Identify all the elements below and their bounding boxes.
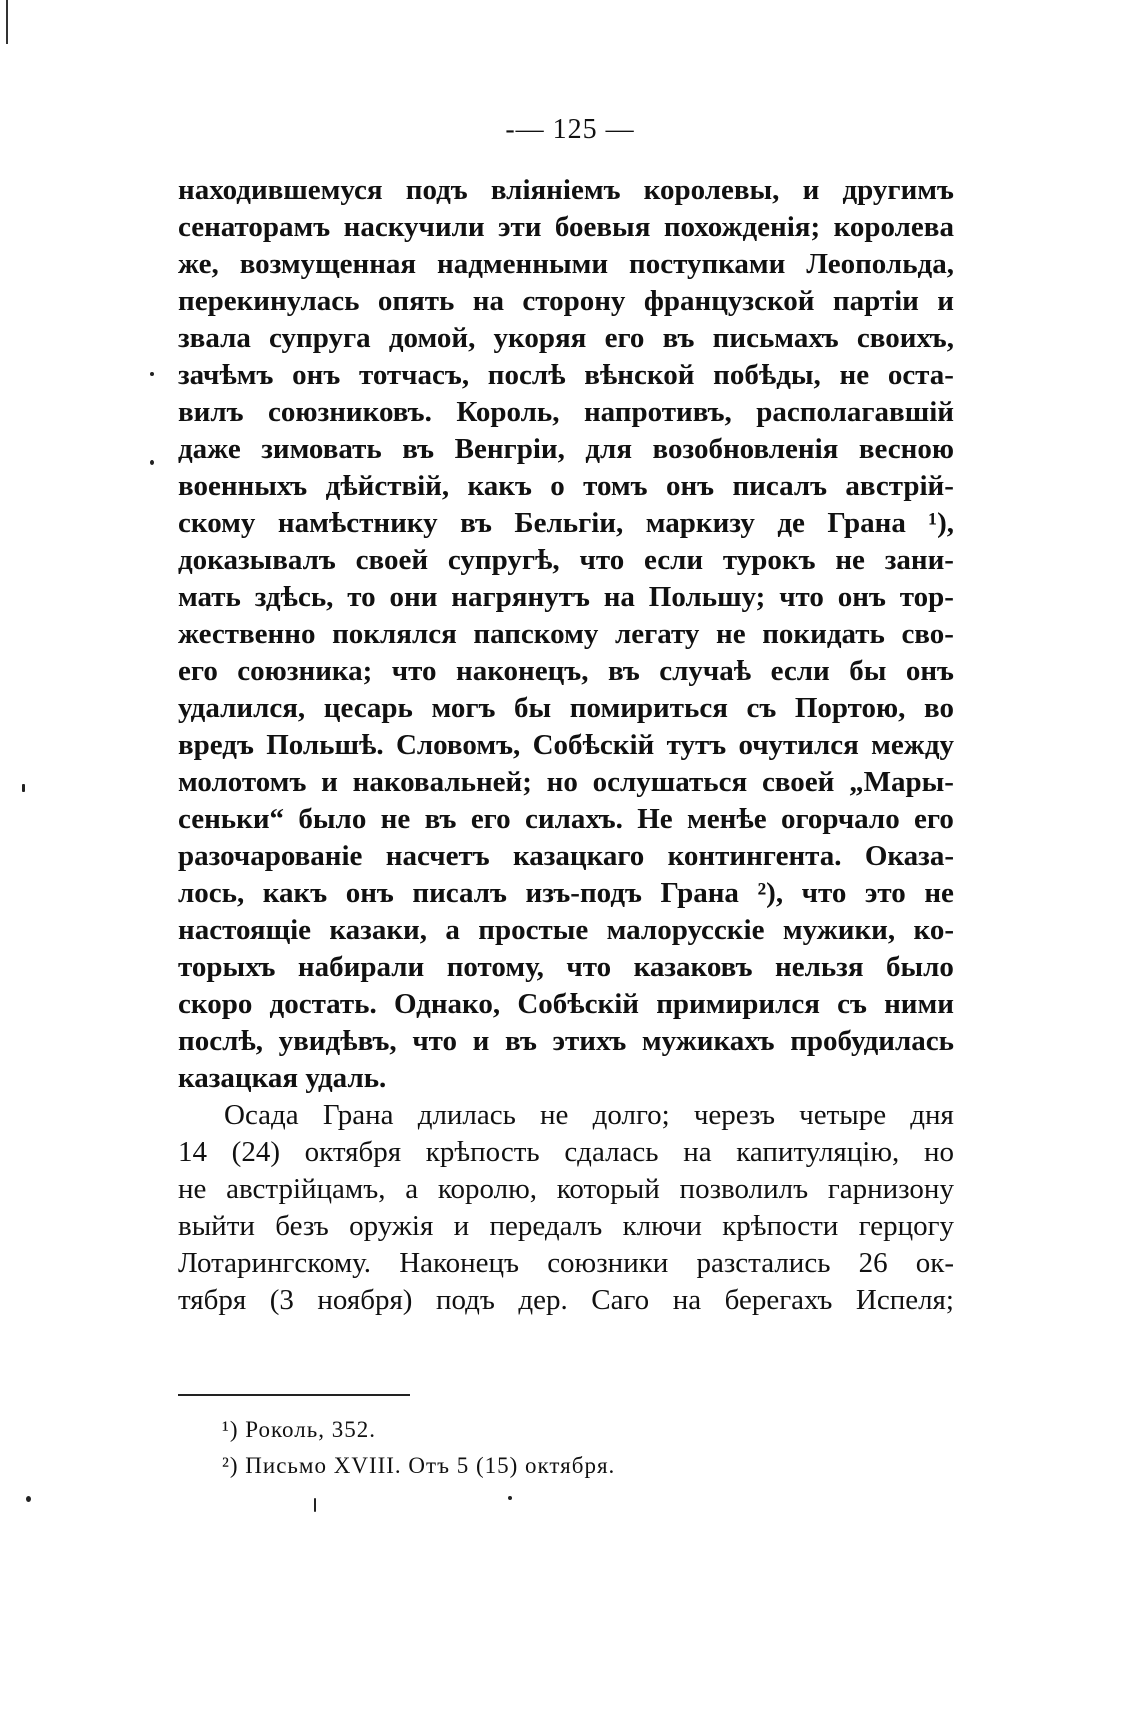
text-word: домой, — [388, 322, 476, 354]
text-word: тутъ — [666, 729, 727, 761]
text-word: разочарованіе — [178, 840, 363, 872]
text-word: королева — [833, 211, 954, 243]
scan-speck — [26, 1496, 31, 1502]
text-word: наскучили — [343, 211, 485, 243]
text-word: не — [178, 1173, 207, 1205]
text-word: „Мары- — [849, 766, 954, 798]
text-word: онъ — [665, 470, 715, 502]
text-word: съ — [746, 692, 777, 724]
scan-speck — [22, 784, 25, 792]
text-word: тор- — [899, 581, 954, 613]
footnotes — [222, 1412, 615, 1484]
text-word: а — [445, 914, 460, 946]
text-word: союзника; — [237, 655, 373, 687]
text-word: что — [779, 581, 824, 613]
text-word: простые — [478, 914, 589, 946]
text-word: послѣ, — [178, 1025, 264, 1057]
text-word: поступками — [629, 248, 786, 280]
text-word: жественно — [178, 618, 316, 650]
text-word: здѣсь, — [254, 581, 334, 613]
text-word: поклялся — [332, 618, 457, 650]
text-word: долго; — [592, 1099, 670, 1131]
text-line — [178, 172, 954, 209]
text-word: своей — [355, 544, 429, 576]
text-word: его — [914, 803, 954, 835]
text-line — [178, 838, 954, 875]
text-word: что — [579, 544, 625, 576]
text-word: для — [585, 433, 633, 465]
text-word: октября — [304, 1136, 402, 1168]
text-word: но — [923, 1136, 954, 1168]
text-word: зачѣмъ — [178, 359, 274, 391]
text-word: доказывалъ — [178, 544, 336, 576]
text-word: Венгріи, — [454, 433, 565, 465]
text-line — [178, 764, 954, 801]
text-word: помириться — [569, 692, 728, 724]
text-word: и — [472, 1025, 490, 1057]
text-word: крѣпость — [425, 1136, 540, 1168]
text-word: не — [715, 618, 746, 650]
text-line — [178, 727, 954, 764]
text-word: его — [178, 655, 218, 687]
text-word: ноября) — [317, 1284, 413, 1316]
text-word: Польшу; — [648, 581, 766, 613]
text-word: казаковъ — [633, 951, 753, 983]
text-word: Наконецъ — [399, 1247, 520, 1279]
text-word: сеньки“ — [178, 803, 285, 835]
text-word: наковальней; — [352, 766, 532, 798]
text-word: Оказа- — [864, 840, 954, 872]
text-word: партіи — [832, 285, 919, 317]
text-word: капитуляцію, — [736, 1136, 900, 1168]
text-word: намѣстнику — [277, 507, 438, 539]
text-word: примирился — [656, 988, 820, 1020]
text-word: было — [298, 803, 367, 835]
text-word: подъ — [405, 174, 468, 206]
text-line — [178, 1208, 954, 1245]
text-word: четыре — [799, 1099, 887, 1131]
text-word: пробудилась — [790, 1025, 954, 1057]
text-word: и — [802, 174, 820, 206]
text-word: его — [604, 322, 645, 354]
text-line — [178, 579, 954, 616]
text-line — [178, 986, 954, 1023]
text-word: но — [546, 766, 578, 798]
text-word: покидать — [762, 618, 885, 650]
text-word: писалъ — [732, 470, 828, 502]
text-word: казаки, — [329, 914, 427, 946]
text-word: Собѣскій — [532, 729, 655, 761]
text-word: ними — [884, 988, 954, 1020]
text-line — [178, 616, 954, 653]
text-word: побѣды, — [713, 359, 821, 391]
text-word: 26 — [858, 1247, 888, 1279]
text-word: крѣпости — [722, 1210, 839, 1242]
text-word: его — [470, 803, 511, 835]
text-word: силахъ. — [524, 803, 623, 835]
text-word: не — [835, 544, 865, 576]
text-word: потому, — [446, 951, 544, 983]
text-word: послѣ — [487, 359, 566, 391]
text-word: на — [603, 581, 635, 613]
text-word: на — [683, 1136, 712, 1168]
text-word: укоряя — [493, 322, 587, 354]
text-word: казацкая — [178, 1062, 299, 1094]
text-word: зани- — [884, 544, 954, 576]
text-word: изъ-подъ — [525, 877, 642, 909]
text-word: Бельгіи, — [514, 507, 624, 539]
text-word: сенаторамъ — [178, 211, 331, 243]
text-line — [178, 246, 954, 283]
text-word: на — [472, 285, 504, 317]
text-word: очутился — [738, 729, 859, 761]
text-word: напротивъ, — [583, 396, 732, 428]
text-word: менѣе — [687, 803, 767, 835]
text-word: Собѣскій — [517, 988, 640, 1020]
text-word: онъ — [837, 581, 886, 613]
text-word: похожденія; — [663, 211, 821, 243]
text-word: мужикахъ — [641, 1025, 775, 1057]
text-line — [178, 283, 954, 320]
text-word: огорчало — [780, 803, 900, 835]
text-word: томъ — [583, 470, 648, 502]
text-word: безъ — [275, 1210, 329, 1242]
text-word: увидѣвъ, — [278, 1025, 397, 1057]
text-word: длилась — [417, 1099, 516, 1131]
scan-speck — [508, 1496, 512, 1500]
text-word: что — [391, 655, 437, 687]
text-word: же, — [178, 248, 219, 280]
text-word: позволилъ — [679, 1173, 809, 1205]
text-word: скому — [178, 507, 256, 539]
text-word: маркизу — [645, 507, 755, 539]
text-word: тября — [178, 1284, 247, 1316]
text-word: Словомъ, — [395, 729, 521, 761]
text-word: своихъ, — [856, 322, 954, 354]
text-word: молотомъ — [178, 766, 307, 798]
text-word: зимовать — [261, 433, 382, 465]
text-word: насчетъ — [385, 840, 490, 872]
text-word: въ — [460, 507, 492, 539]
text-word: перекинулась — [178, 285, 360, 317]
text-word: контингента. — [667, 840, 842, 872]
text-line — [178, 431, 954, 468]
text-line — [178, 912, 954, 949]
text-word: возобновленія — [652, 433, 839, 465]
text-word: союзники — [547, 1247, 669, 1279]
text-word: сторону — [522, 285, 626, 317]
text-word: находившемуся — [178, 174, 383, 206]
text-word: письмахъ — [712, 322, 839, 354]
text-word: то — [347, 581, 376, 613]
text-word: настоящіе — [178, 914, 311, 946]
text-word: не — [839, 359, 870, 391]
text-word: подъ — [435, 1284, 495, 1316]
text-line — [178, 394, 954, 431]
text-word: не — [540, 1099, 569, 1131]
text-word: наконецъ, — [455, 655, 589, 687]
text-word: возмущенная — [239, 248, 417, 280]
text-word: сдалась — [564, 1136, 659, 1168]
body-text — [178, 172, 954, 1319]
text-word: союзниковъ. — [268, 396, 432, 428]
text-word: дѣйствій, — [325, 470, 450, 502]
text-word: берегахъ — [724, 1284, 833, 1316]
text-word: Однако, — [393, 988, 501, 1020]
text-word: мать — [178, 581, 241, 613]
text-word: вилъ — [178, 396, 244, 428]
text-word: другимъ — [842, 174, 954, 206]
text-word: достать. — [269, 988, 377, 1020]
text-line — [178, 875, 954, 912]
text-line — [178, 1245, 954, 1282]
scan-speck — [150, 372, 154, 376]
text-word: Король, — [456, 396, 560, 428]
text-line — [178, 949, 954, 986]
text-word: супругѣ, — [447, 544, 560, 576]
text-word: звала — [178, 322, 251, 354]
text-word: сво- — [901, 618, 954, 650]
text-word: о — [550, 470, 565, 502]
text-word: это — [864, 877, 906, 909]
text-word: оста- — [887, 359, 954, 391]
text-word: вѣнской — [584, 359, 695, 391]
text-word: оружія — [349, 1210, 434, 1242]
text-line — [178, 1097, 954, 1134]
text-word: супруга — [269, 322, 371, 354]
text-line — [178, 1023, 954, 1060]
text-word: Саго — [591, 1284, 650, 1316]
text-word: даже — [178, 433, 241, 465]
text-word: бы — [849, 655, 887, 687]
text-word: Портою, — [794, 692, 906, 724]
text-word: набирали — [297, 951, 425, 983]
text-word: а — [405, 1173, 419, 1205]
text-line — [178, 653, 954, 690]
text-word: и — [937, 285, 954, 317]
text-word: какъ — [262, 877, 328, 909]
scan-speck — [150, 460, 154, 465]
text-word: случаѣ — [659, 655, 752, 687]
text-word: онъ — [292, 359, 341, 391]
text-word: какъ — [467, 470, 532, 502]
text-word: который — [556, 1173, 660, 1205]
text-word: австрійцамъ, — [226, 1173, 386, 1205]
text-word: они — [389, 581, 438, 613]
text-word: Грана — [827, 507, 906, 539]
text-word: Испеля; — [855, 1284, 954, 1316]
text-word: удаль. — [305, 1062, 387, 1094]
text-word: королю, — [437, 1173, 538, 1205]
text-word: Польшѣ. — [266, 729, 384, 761]
text-word: легату — [614, 618, 700, 650]
text-word: австрій- — [845, 470, 954, 502]
page-number: -— 125 — — [505, 114, 635, 145]
text-word: что — [801, 877, 847, 909]
text-word: ок- — [915, 1247, 954, 1279]
text-line — [178, 357, 954, 394]
text-word: онъ — [905, 655, 954, 687]
text-word: что — [412, 1025, 458, 1057]
text-line — [178, 1171, 954, 1208]
text-word: располагавшій — [756, 396, 954, 428]
text-word: разстались — [696, 1247, 831, 1279]
text-word: нагрянутъ — [451, 581, 590, 613]
text-word: въ — [402, 433, 435, 465]
text-word: въ — [424, 803, 457, 835]
text-word: герцогу — [858, 1210, 954, 1242]
text-word: боевыя — [554, 211, 651, 243]
text-word: мужики, — [782, 914, 896, 946]
text-line — [178, 468, 954, 505]
text-word: Грана — [322, 1099, 394, 1131]
text-word: передалъ — [489, 1210, 603, 1242]
text-word: дер. — [518, 1284, 568, 1316]
text-line — [178, 801, 954, 838]
text-word: надменными — [437, 248, 609, 280]
text-word: бы — [514, 692, 552, 724]
text-word: въ — [505, 1025, 537, 1057]
footnote-divider — [178, 1394, 410, 1396]
scan-edge-mark — [6, 0, 8, 44]
text-line — [178, 1060, 954, 1097]
text-word: между — [871, 729, 954, 761]
footnote-1: ¹) Роколь, 352. — [222, 1417, 376, 1442]
text-word: въ — [662, 322, 695, 354]
text-word: Осада — [224, 1099, 299, 1131]
text-word: во — [924, 692, 954, 724]
text-word: и — [321, 766, 338, 798]
text-word: ²), — [757, 877, 784, 909]
scan-speck — [314, 1498, 316, 1512]
text-word: лось, — [178, 877, 245, 909]
text-word: и — [453, 1210, 470, 1242]
text-word: писалъ — [412, 877, 507, 909]
text-word: ¹), — [928, 507, 954, 539]
text-word: гарнизону — [827, 1173, 954, 1205]
text-word: Грана — [660, 877, 739, 909]
text-word: Не — [637, 803, 673, 835]
text-line — [178, 1282, 954, 1319]
text-word: тотчасъ, — [358, 359, 470, 391]
text-line — [178, 320, 954, 357]
text-word: съ — [837, 988, 867, 1020]
text-word: турокъ — [722, 544, 816, 576]
text-word: цесарь — [323, 692, 413, 724]
text-word: не — [380, 803, 411, 835]
text-word: королевы, — [643, 174, 780, 206]
text-word: своей — [761, 766, 835, 798]
text-line — [178, 690, 954, 727]
text-word: нельзя — [774, 951, 864, 983]
text-word: весною — [858, 433, 954, 465]
text-word: ослушаться — [592, 766, 748, 798]
text-word: было — [886, 951, 954, 983]
text-line — [178, 1134, 954, 1171]
text-word: не — [924, 877, 954, 909]
text-word: скоро — [178, 988, 253, 1020]
text-word: могъ — [431, 692, 496, 724]
text-word: вліяніемъ — [490, 174, 621, 206]
text-word: Лотарингскому. — [178, 1247, 372, 1279]
text-word: если — [770, 655, 830, 687]
text-word: ко- — [913, 914, 954, 946]
text-word: (3 — [269, 1284, 294, 1316]
text-word: удалился, — [178, 692, 306, 724]
text-word: эти — [497, 211, 542, 243]
text-word: французской — [643, 285, 815, 317]
text-word: (24) — [231, 1136, 280, 1168]
text-word: казацкаго — [512, 840, 645, 872]
text-word: торыхъ — [178, 951, 276, 983]
text-word: Леопольда, — [806, 248, 954, 280]
text-word: выйти — [178, 1210, 255, 1242]
text-word: дня — [910, 1099, 954, 1131]
text-word: военныхъ — [178, 470, 308, 502]
text-word: если — [644, 544, 704, 576]
text-word: на — [672, 1284, 702, 1316]
text-word: опять — [377, 285, 455, 317]
text-word: 14 — [178, 1136, 207, 1168]
text-word: что — [566, 951, 612, 983]
text-word: ключи — [622, 1210, 702, 1242]
text-word: папскому — [473, 618, 599, 650]
text-word: черезъ — [693, 1099, 775, 1131]
text-word: вредъ — [178, 729, 254, 761]
text-line — [178, 542, 954, 579]
text-word: онъ — [345, 877, 394, 909]
text-word: этихъ — [552, 1025, 627, 1057]
text-line — [178, 505, 954, 542]
text-word: де — [777, 507, 805, 539]
text-word: малорусскіе — [606, 914, 765, 946]
footnote-2: ²) Письмо XVIII. Отъ 5 (15) октября. — [222, 1453, 616, 1478]
text-line — [178, 209, 954, 246]
text-word: въ — [607, 655, 640, 687]
